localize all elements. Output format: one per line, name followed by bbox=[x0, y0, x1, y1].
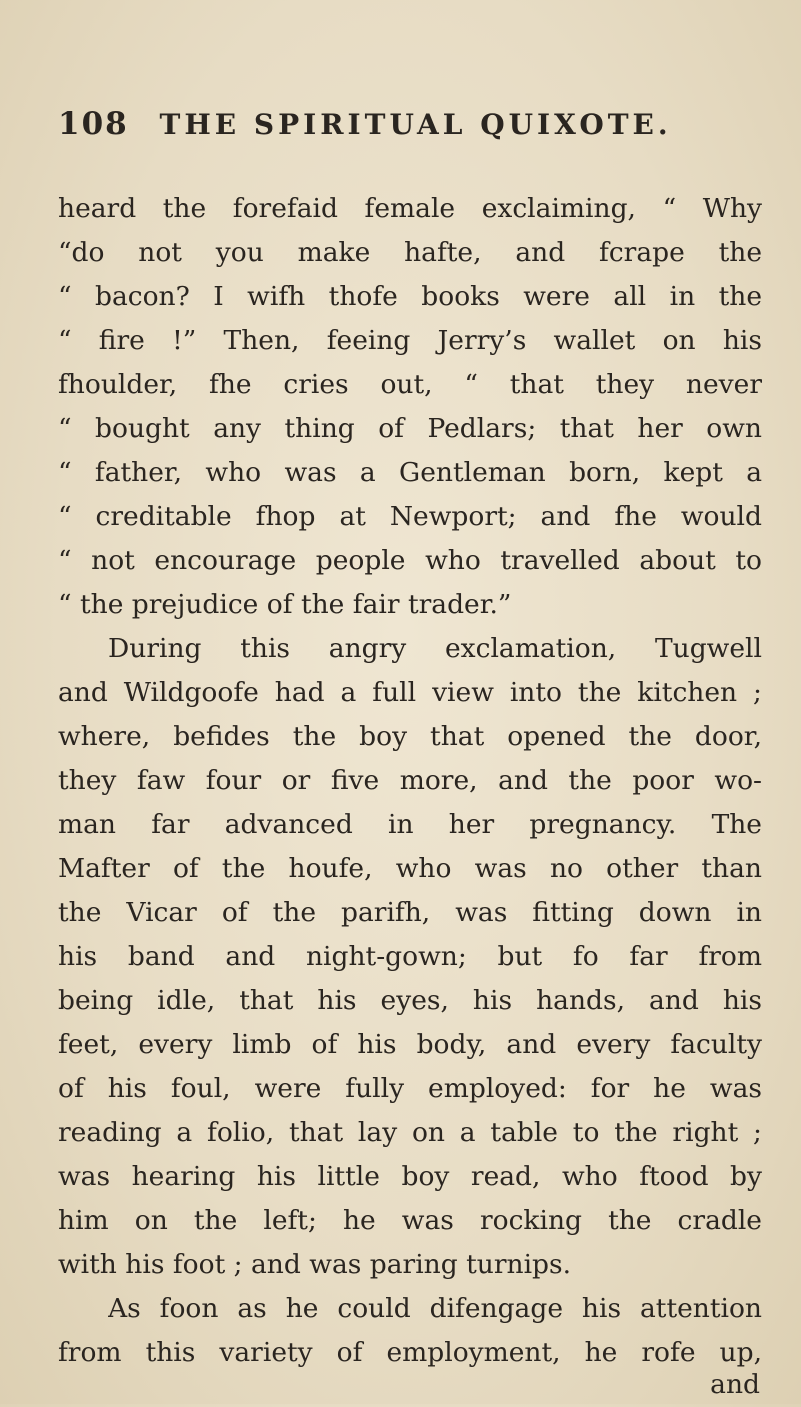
text-line: “do not you make hafte, and fcrape the bbox=[58, 237, 762, 268]
catchword: and bbox=[710, 1369, 760, 1400]
text-line: the Vicar of the parifh, was fitting down in bbox=[58, 897, 762, 928]
running-title: THE SPIRITUAL QUIXOTE. bbox=[159, 108, 672, 141]
text-line: from this variety of employment, he rofe up, bbox=[58, 1337, 762, 1368]
text-line: “ father, who was a Gentleman born, kept a bbox=[58, 457, 762, 488]
text-line: During this angry exclamation, Tugwell bbox=[108, 633, 762, 664]
text-line: heard the forefaid female exclaiming, “ Why bbox=[58, 193, 762, 224]
text-line: him on the left; he was rocking the cradle bbox=[58, 1205, 762, 1236]
text-line: with his foot ; and was paring turnips. bbox=[58, 1249, 572, 1280]
text-line: man far advanced in her pregnancy. The bbox=[58, 809, 762, 840]
text-line: his band and night-gown; but fo far from bbox=[58, 941, 762, 972]
text-line: “ not encourage people who travelled about to bbox=[58, 545, 762, 576]
text-line: “ bacon? I wifh thofe books were all in the bbox=[58, 281, 762, 312]
text-line: where, befides the boy that opened the door, bbox=[58, 721, 762, 752]
text-line: feet, every limb of his body, and every faculty bbox=[58, 1029, 762, 1060]
text-line: Mafter of the houfe, who was no other than bbox=[58, 853, 762, 884]
text-line: “ fire !” Then, feeing Jerry’s wallet on his bbox=[58, 325, 762, 356]
text-line: of his foul, were fully employed: for he was bbox=[58, 1073, 762, 1104]
text-line: fhoulder, fhe cries out, “ that they never bbox=[58, 369, 762, 400]
text-line: “ creditable fhop at Newport; and fhe would bbox=[58, 501, 762, 532]
text-line: As foon as he could difengage his attention bbox=[108, 1293, 762, 1324]
text-line: and Wildgoofe had a full view into the kitchen ; bbox=[58, 677, 762, 708]
text-line: they faw four or five more, and the poor wo- bbox=[58, 765, 762, 796]
page-number: 108 bbox=[58, 106, 129, 142]
text-line: “ the prejudice of the fair trader.” bbox=[58, 589, 512, 620]
text-line: “ bought any thing of Pedlars; that her own bbox=[58, 413, 762, 444]
text-line: reading a folio, that lay on a table to the right ; bbox=[58, 1117, 762, 1148]
text-line: being idle, that his eyes, his hands, and his bbox=[58, 985, 762, 1016]
text-line: was hearing his little boy read, who ftood by bbox=[58, 1161, 762, 1192]
